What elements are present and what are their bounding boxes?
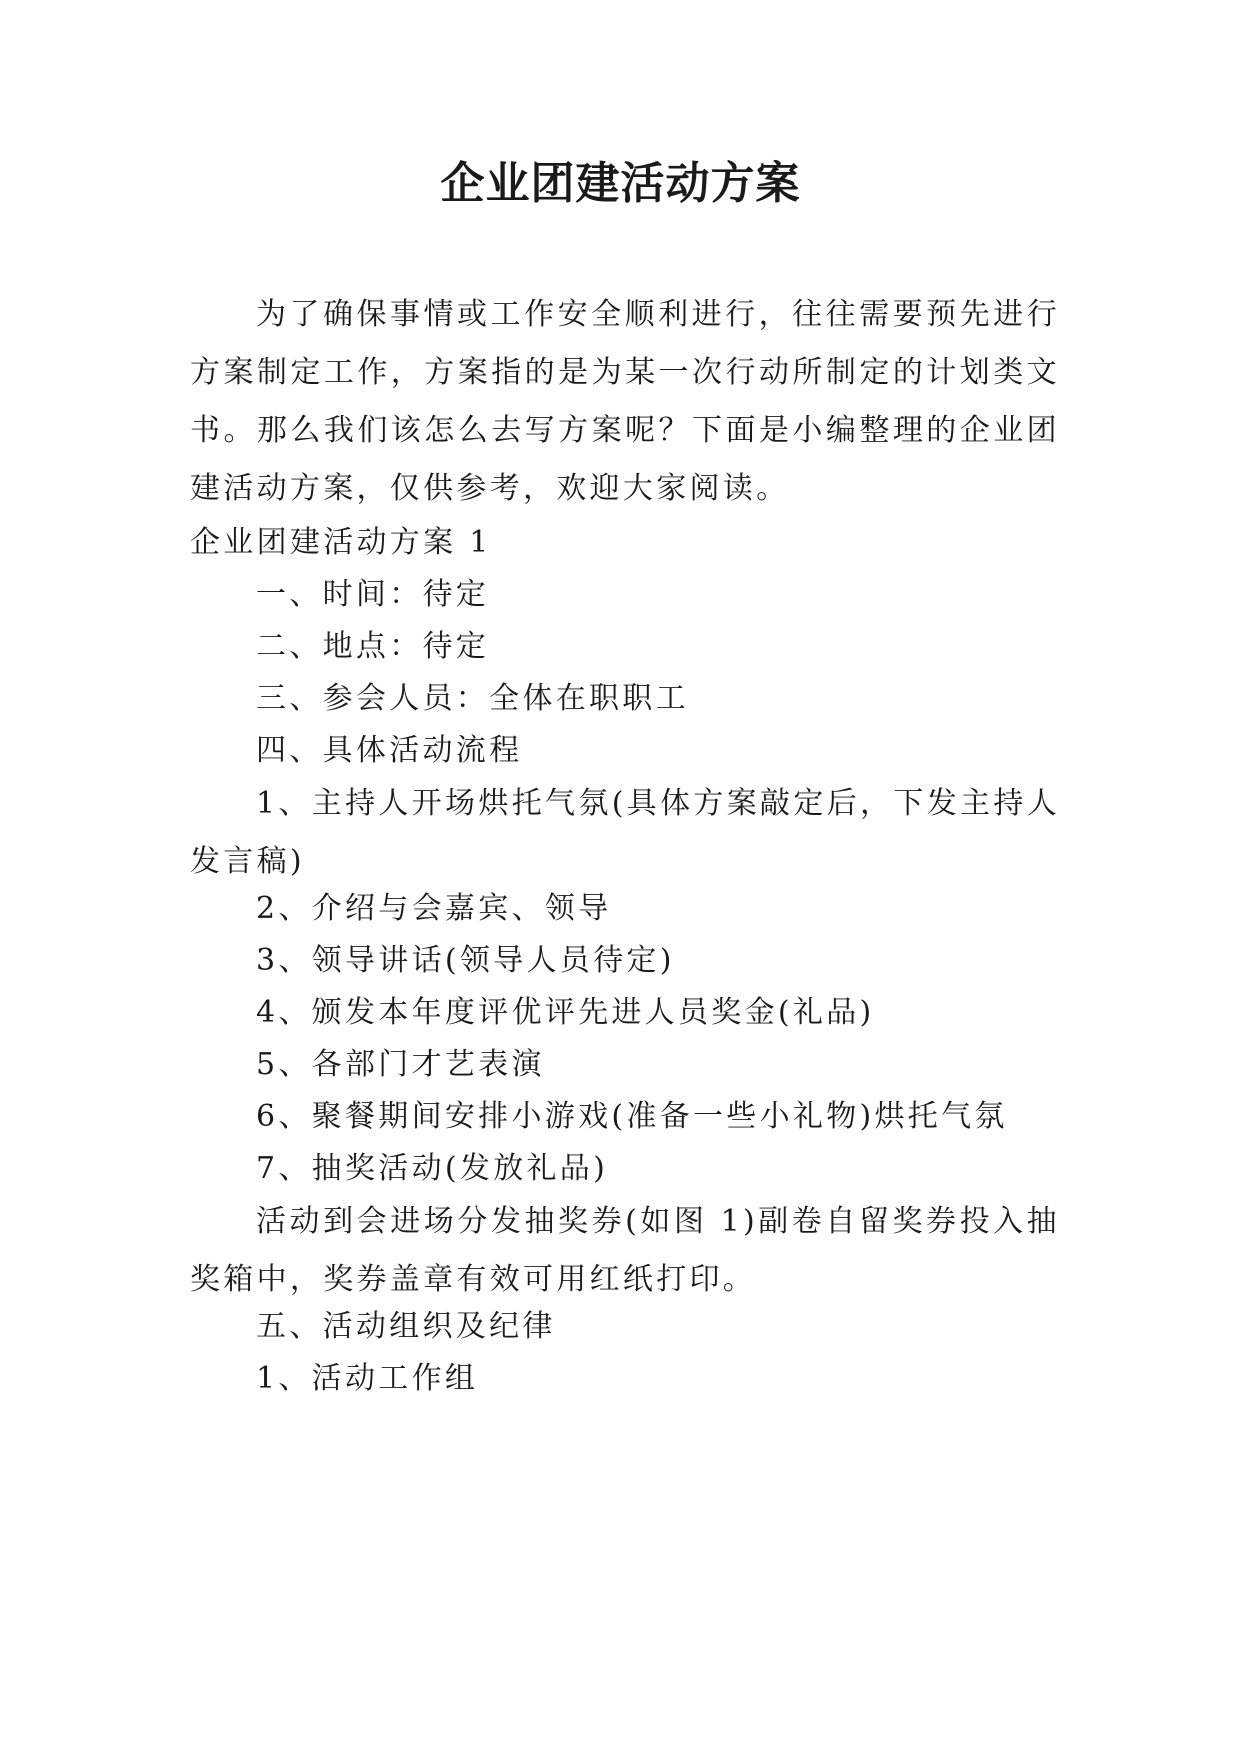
list-item-lottery: 7、抽奖活动(发放礼品) bbox=[256, 1151, 609, 1186]
list-item-awards: 4、颁发本年度评优评先进人员奖金(礼品) bbox=[256, 995, 875, 1030]
list-item-host-opening: 1、主持人开场烘托气氛(具体方案敲定后，下发主持人发言稿) bbox=[190, 786, 1060, 879]
section-heading: 企业团建活动方案 1 bbox=[190, 525, 492, 560]
list-item-performances: 5、各部门才艺表演 bbox=[256, 1047, 545, 1082]
list-item-introduce-guests: 2、介绍与会嘉宾、领导 bbox=[256, 891, 612, 926]
list-item-leader-speech: 3、领导讲话(领导人员待定) bbox=[256, 943, 675, 978]
list-item-location: 二、地点：待定 bbox=[256, 629, 490, 664]
document-title: 企业团建活动方案 bbox=[440, 158, 801, 209]
list-item-working-group: 1、活动工作组 bbox=[256, 1361, 479, 1396]
lottery-description: 活动到会进场分发抽奖券(如图 1)副卷自留奖券投入抽奖箱中，奖券盖章有效可用红纸打印。 bbox=[190, 1204, 1060, 1297]
list-item-time: 一、时间：待定 bbox=[256, 577, 490, 612]
list-item-organization: 五、活动组织及纪律 bbox=[256, 1309, 556, 1344]
intro-paragraph: 为了确保事情或工作安全顺利进行，往往需要预先进行方案制定工作，方案指的是为某一次行动所制定的计划类文书。那么我们该怎么去写方案呢？下面是小编整理的企业团建活动方案，仅供参考，欢迎大家阅读。 bbox=[190, 297, 1060, 506]
list-item-process-heading: 四、具体活动流程 bbox=[256, 733, 523, 768]
list-item-games: 6、聚餐期间安排小游戏(准备一些小礼物)烘托气氛 bbox=[256, 1099, 1008, 1134]
list-item-attendees: 三、参会人员：全体在职职工 bbox=[256, 681, 689, 716]
